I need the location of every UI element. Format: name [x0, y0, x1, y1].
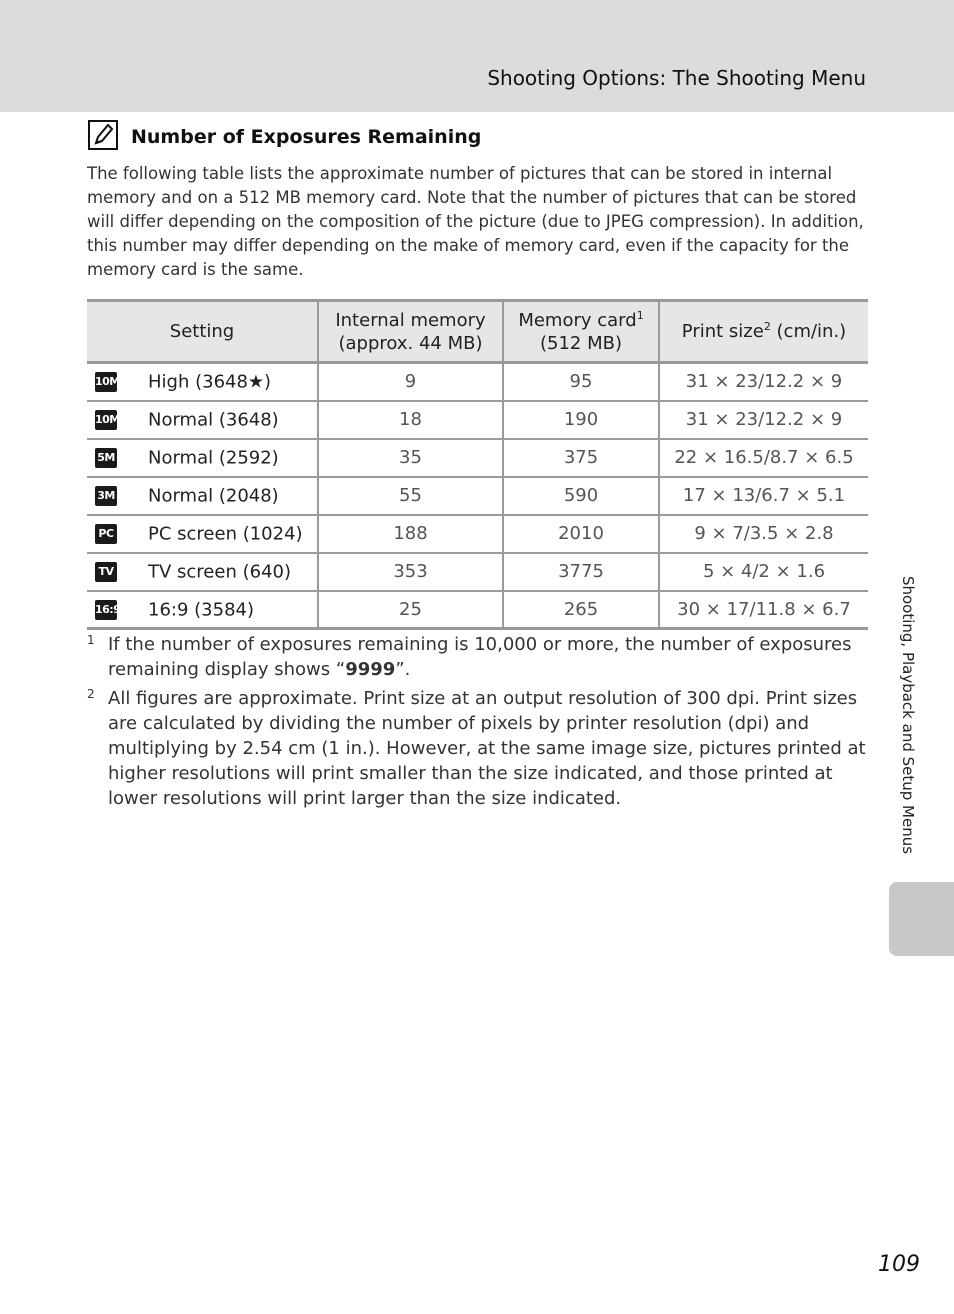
internal-count: 55 — [318, 477, 503, 515]
internal-count: 9 — [318, 363, 503, 401]
print-size: 31 × 23/12.2 × 9 — [659, 363, 868, 401]
setting-label: PC screen (1024) — [148, 523, 303, 545]
internal-count: 18 — [318, 401, 503, 439]
print-size: 17 × 13/6.7 × 5.1 — [659, 477, 868, 515]
internal-count: 353 — [318, 553, 503, 591]
card-count: 95 — [503, 363, 659, 401]
setting-label: 16:9 (3584) — [148, 599, 254, 620]
print-size: 22 × 16.5/8.7 × 6.5 — [659, 439, 868, 477]
section-title: Number of Exposures Remaining — [131, 126, 482, 148]
image-mode-icon: 3M — [95, 486, 117, 506]
footnote-1: 1 If the number of exposures remaining is 10,000 or more, the number of exposures remaining display shows “9999”. — [87, 632, 869, 682]
header-print-size: Print size$^2$ (cm/in.) — [659, 301, 868, 363]
setting-label: Normal (2048) — [148, 485, 279, 507]
image-mode-icon: 5M — [95, 448, 117, 468]
card-count: 2010 — [503, 515, 659, 553]
exposures-table-wrapper — [87, 299, 868, 630]
table-row — [87, 591, 868, 629]
image-mode-icon: 16:9 — [95, 600, 117, 620]
card-count: 3775 — [503, 553, 659, 591]
table-row — [87, 401, 868, 439]
footnote-1-mark: 1 — [87, 633, 95, 647]
card-count: 265 — [503, 591, 659, 629]
card-count: 375 — [503, 439, 659, 477]
table-row — [87, 363, 868, 401]
footnote-2-text: All figures are approximate. Print size at an output resolution of 300 dpi. Print sizes are calculated by dividing the number of pixels by printer resolution (dpi) and multiplying by 2.54 cm (1 in.). However, at the same image size, pictures printed at higher resolutions will print smaller than the size indicated, and those printed at lower resolutions will print larger than the size indicated. — [108, 688, 866, 809]
setting-label: High (3648★) — [148, 371, 272, 393]
table-row — [87, 477, 868, 515]
internal-count: 25 — [318, 591, 503, 629]
image-mode-icon: TV — [95, 562, 117, 582]
image-mode-icon: PC — [95, 524, 117, 544]
internal-count: 35 — [318, 439, 503, 477]
page-number: 109 — [878, 1252, 920, 1277]
setting-label: Normal (2592) — [148, 447, 279, 469]
exposure-limit-value: 9999 — [345, 659, 396, 680]
chapter-tab — [889, 882, 954, 956]
table-header-row — [87, 301, 868, 363]
header-internal-memory: Internal memory (approx. 44 MB) — [318, 301, 503, 363]
image-mode-icon: 10M — [95, 410, 117, 430]
footnote-2-mark: 2 — [87, 687, 95, 701]
table-row — [87, 553, 868, 591]
table-row — [87, 439, 868, 477]
footnote-2 — [87, 686, 869, 811]
image-mode-icon: 10M* — [95, 372, 117, 392]
pencil-note-icon — [88, 120, 118, 150]
setting-label: TV screen (640) — [148, 561, 291, 583]
print-size: 9 × 7/3.5 × 2.8 — [659, 515, 868, 553]
exposures-table — [87, 299, 868, 630]
card-count: 190 — [503, 401, 659, 439]
chapter-side-label: Shooting, Playback and Setup Menus — [899, 575, 917, 855]
page-header-title: Shooting Options: The Shooting Menu — [487, 66, 866, 90]
table-row — [87, 515, 868, 553]
intro-paragraph: The following table lists the approximate number of pictures that can be stored in internal memory and on a 512 MB memory card. Note that the number of pictures that can be stored will differ depending on the composition of the picture (due to JPEG compression). In addition, this number may differ depending on the make of memory card, even if the capacity for the memory card is the same. — [87, 164, 864, 279]
setting-label: Normal (3648) — [148, 409, 279, 431]
print-size: 30 × 17/11.8 × 6.7 — [659, 591, 868, 629]
header-band — [0, 0, 954, 112]
header-memory-card: Memory card$^1$ (512 MB) — [503, 301, 659, 363]
header-setting: Setting — [87, 301, 318, 363]
card-count: 590 — [503, 477, 659, 515]
print-size: 31 × 23/12.2 × 9 — [659, 401, 868, 439]
print-size: 5 × 4/2 × 1.6 — [659, 553, 868, 591]
internal-count: 188 — [318, 515, 503, 553]
